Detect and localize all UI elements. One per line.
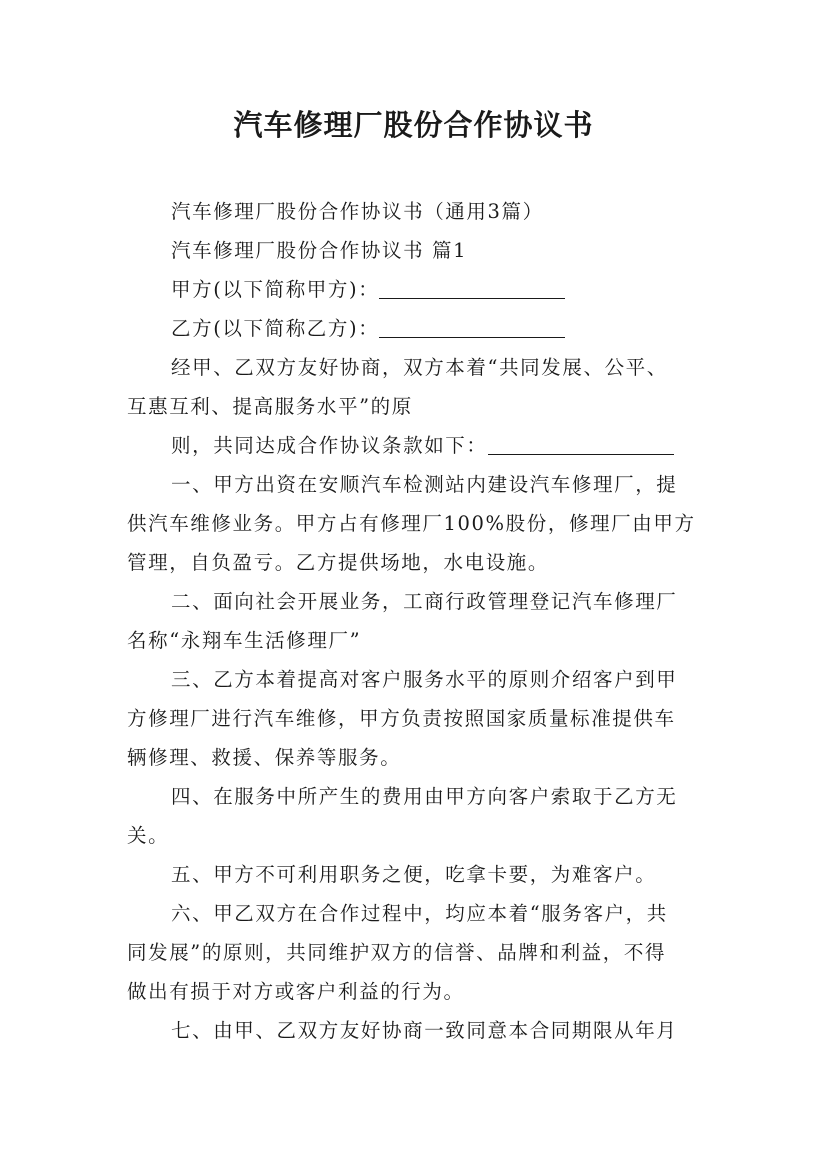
paragraph-line: 做出有损于对方或客户利益的行为。 <box>127 980 465 1003</box>
doc-heading: 汽车修理厂股份合作协议书（通用3篇） <box>171 200 544 223</box>
paragraph-line: 五、甲方不可利用职务之便，吃拿卡要，为难客户。 <box>171 863 657 886</box>
doc-subheading: 汽车修理厂股份合作协议书 篇1 <box>171 239 468 262</box>
party-b-label: 乙方(以下简称乙方)： <box>171 317 380 340</box>
paragraph-line: 同发展”的原则，共同维护双方的信誉、品牌和利益，不得 <box>127 941 667 964</box>
paragraph-line: 辆修理、救援、保养等服务。 <box>127 746 402 769</box>
party-a-line <box>171 275 717 305</box>
terms-intro-blank <box>488 434 674 455</box>
terms-intro-label: 则，共同达成合作协议条款如下： <box>171 434 488 457</box>
paragraph-line: 二、面向社会开展业务，工商行政管理登记汽车修理厂 <box>171 590 678 613</box>
paragraph-line: 互惠互利、提高服务水平”的原 <box>127 395 413 418</box>
party-a-blank <box>379 278 565 299</box>
paragraph-line: 关。 <box>127 824 170 847</box>
party-a-label: 甲方(以下简称甲方)： <box>171 278 380 301</box>
paragraph-line: 名称“永翔车生活修理厂” <box>127 629 362 652</box>
party-b-blank <box>379 317 565 338</box>
paragraph-line: 供汽车维修业务。甲方占有修理厂100%股份，修理厂由甲方 <box>127 512 696 535</box>
document-title: 汽车修理厂股份合作协议书 <box>233 108 594 142</box>
terms-intro-line <box>171 431 717 461</box>
party-b-line <box>171 314 717 344</box>
paragraph-line: 管理，自负盈亏。乙方提供场地，水电设施。 <box>127 551 550 574</box>
paragraph-line: 七、由甲、乙双方友好协商一致同意本合同期限从年月 <box>171 1019 678 1042</box>
paragraph-line: 方修理厂进行汽车维修，甲方负责按照国家质量标准提供车 <box>127 707 676 730</box>
paragraph-line: 四、在服务中所产生的费用由甲方向客户索取于乙方无 <box>171 785 678 808</box>
paragraph-line: 经甲、乙双方友好协商，双方本着“共同发展、公平、 <box>171 356 668 379</box>
paragraph-line: 三、乙方本着提高对客户服务水平的原则介绍客户到甲 <box>171 668 678 691</box>
paragraph-line: 一、甲方出资在安顺汽车检测站内建设汽车修理厂，提 <box>171 473 678 496</box>
paragraph-line: 六、甲乙双方在合作过程中，均应本着“服务客户，共 <box>171 902 668 925</box>
